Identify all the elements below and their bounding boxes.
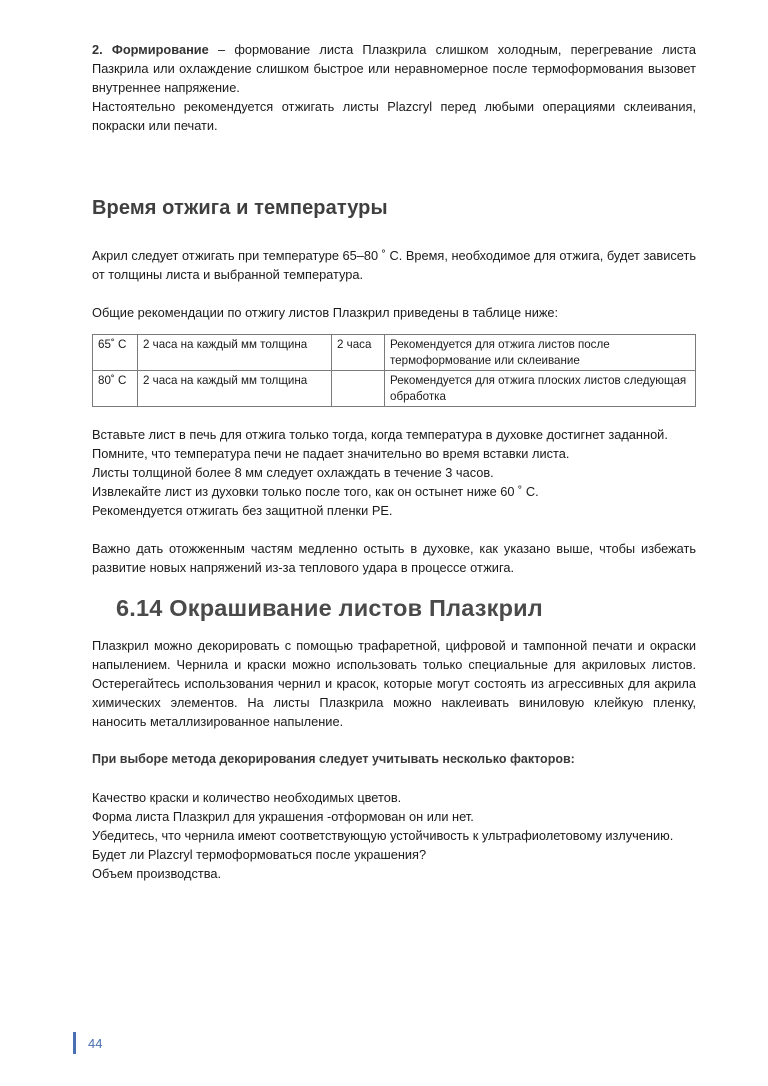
factor-line: Качество краски и количество необходимых цветов. — [92, 790, 402, 805]
after-table-line: Рекомендуется отжигать без защитной пленки PE. — [92, 503, 393, 518]
annealing-paragraph-temperature: Акрил следует отжигать при температуре 65–80 ˚ C. Время, необходимое для отжига, будет зависеть от толщины листа и выбранной температура. — [92, 248, 696, 282]
forming-text: – формование листа Плазкрила слишком холодным, перегревание листа Пазкрила или охлаждение слишком быстрое или неравномерное после термоформования вызовет внутреннее напряжение. — [92, 42, 696, 95]
table-cell-note: Рекомендуется для отжига листов после термоформование или склеивание — [385, 335, 696, 371]
page-footer — [73, 1032, 102, 1054]
table-cell-temp: 80˚ C — [93, 371, 138, 407]
intro-paragraph-forming — [92, 40, 696, 97]
factors-heading: При выборе метода декорирования следует учитывать несколько факторов: — [92, 752, 575, 766]
factor-line: Будет ли Plazcryl термоформоваться после украшения? — [92, 847, 427, 862]
page-content — [92, 40, 696, 883]
after-table-line: Извлекайте лист из духовки только после того, как он остынет ниже 60 ˚ C. — [92, 484, 539, 499]
after-table-line: Вставьте лист в печь для отжига только тогда, когда температура в духовке достигнет заданной. — [92, 427, 668, 442]
factor-line: Убедитесь, что чернила имеют соответствующую устойчивость к ультрафиолетовому излучению. — [92, 828, 674, 843]
forming-term: 2. Формирование — [92, 42, 209, 57]
factor-line: Объем производства. — [92, 866, 222, 881]
page-number: 44 — [88, 1035, 103, 1051]
table-cell-min — [332, 371, 385, 407]
table-cell-time: 2 часа на каждый мм толщина — [138, 371, 332, 407]
annealing-heading: Время отжига и температуры — [92, 197, 388, 219]
table-cell-note: Рекомендуется для отжига плоских листов следующая обработка — [385, 371, 696, 407]
table-cell-temp: 65˚ C — [93, 335, 138, 371]
section-heading: 6.14 Окрашивание листов Плазкрил — [116, 595, 543, 621]
annealing-table — [92, 334, 696, 407]
footer-accent-bar — [73, 1032, 76, 1054]
section-paragraph-decoration: Плазкрил можно декорировать с помощью трафаретной, цифровой и тампонной печати и окраски напылением. Чернила и краски можно использовать только специальные для акриловых листов. Остерегайтесь использования чернил и красок, которые могут состоять из агрессивных для акрила химических элементов. На листы Плазкрила можно наклеивать виниловую клейкую пленку, наносить металлизированное напыление. — [92, 638, 696, 729]
after-table-line: Листы толщиной более 8 мм следует охлаждать в течение 3 часов. — [92, 465, 494, 480]
intro-paragraph-recommendation: Настоятельно рекомендуется отжигать листы Plazcryl перед любыми операциями склеивания, покраски или печати. — [92, 99, 696, 133]
after-table-line: Помните, что температура печи не падает значительно во время вставки листа. — [92, 446, 570, 461]
annealing-paragraph-cooling: Важно дать отожженным частям медленно остыть в духовке, как указано выше, чтобы избежать развитие новых напряжений из-за теплового удара в процессе отжига. — [92, 541, 696, 575]
table-row — [93, 371, 696, 407]
table-cell-min: 2 часа — [332, 335, 385, 371]
factor-line: Форма листа Плазкрил для украшения -отформован он или нет. — [92, 809, 474, 824]
table-cell-time: 2 часа на каждый мм толщина — [138, 335, 332, 371]
table-row — [93, 335, 696, 371]
annealing-paragraph-table-intro: Общие рекомендации по отжигу листов Плазкрил приведены в таблице ниже: — [92, 305, 559, 320]
